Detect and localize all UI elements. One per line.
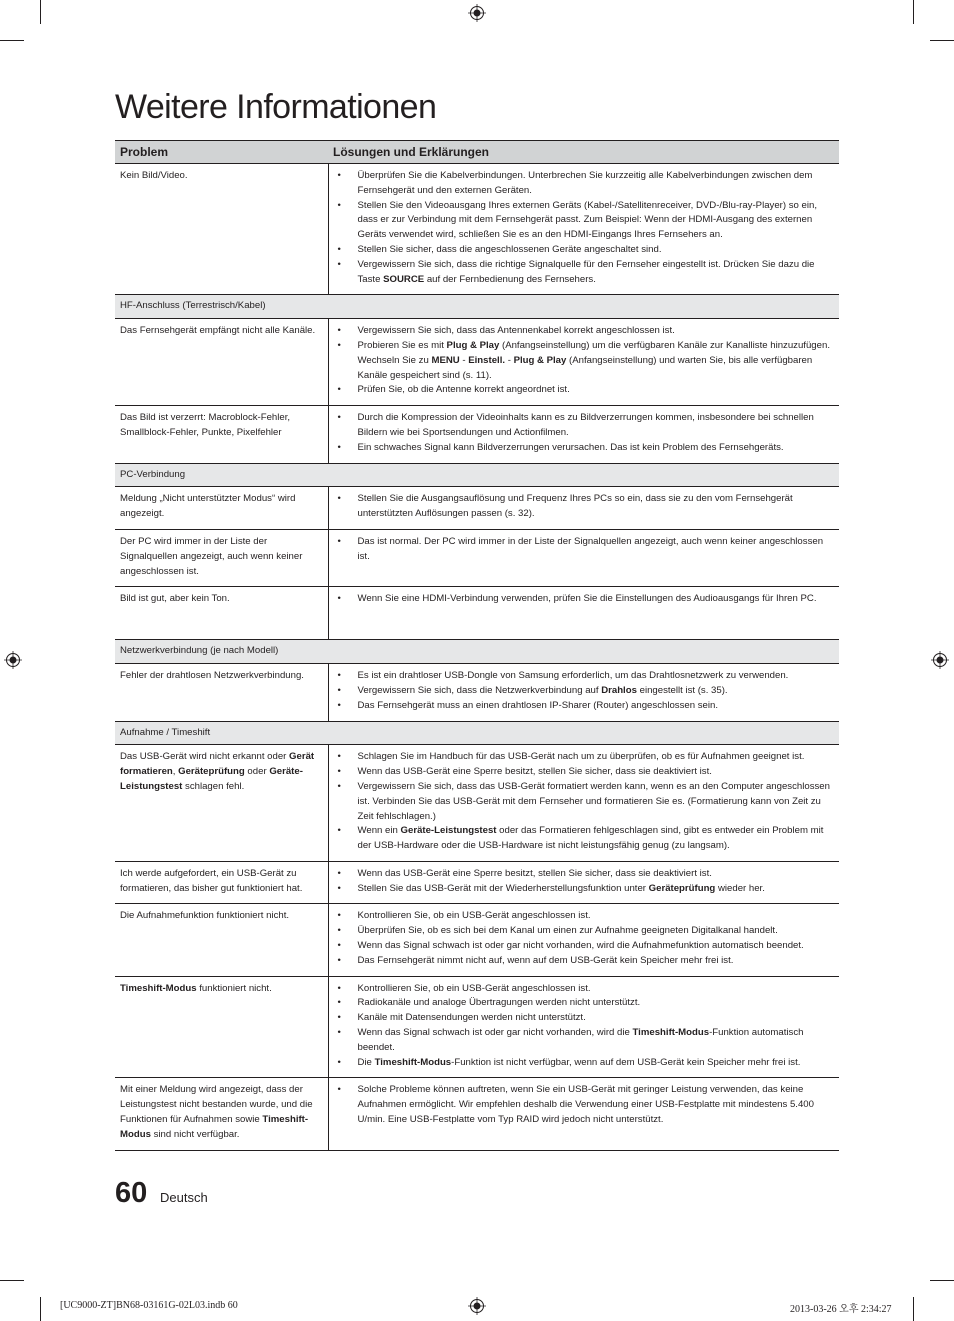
crop-mark — [40, 1297, 41, 1321]
registration-mark-icon — [4, 651, 22, 669]
category-label: Aufnahme / Timeshift — [115, 721, 839, 745]
solution-list — [329, 169, 836, 287]
category-row — [115, 463, 839, 487]
solution-list — [329, 535, 836, 565]
solution-cell — [328, 861, 839, 904]
solution-cell — [328, 487, 839, 530]
category-row — [115, 721, 839, 745]
solution-item: • Stellen Sie sicher, dass die angeschlossenen Geräte angeschaltet sind. — [329, 243, 836, 258]
table-row — [115, 406, 839, 463]
crop-mark — [40, 0, 41, 24]
troubleshooting-table — [115, 140, 839, 1151]
solution-item: • Die Timeshift-Modus-Funktion ist nicht verfügbar, wenn auf dem USB-Gerät kein Speicher mehr frei ist. — [329, 1056, 836, 1071]
column-header-solution: Lösungen und Erklärungen — [328, 141, 839, 164]
solution-item: • Das ist normal. Der PC wird immer in der Liste der Signalquellen angezeigt, auch wenn keiner angeschlossen ist. — [329, 535, 836, 565]
solution-list — [329, 909, 836, 968]
solution-item: • Vergewissern Sie sich, dass die Netzwerkverbindung auf Drahlos eingestellt ist (s. 35). — [329, 684, 836, 699]
solution-item: • Wenn Sie eine HDMI-Verbindung verwenden, prüfen Sie die Einstellungen des Audioausgangs für Ihren PC. — [329, 592, 836, 607]
solution-cell — [328, 745, 839, 862]
bold-term: Geräte-Leistungstest — [400, 825, 497, 837]
solution-list — [329, 592, 836, 607]
problem-cell: Mit einer Meldung wird angezeigt, dass der Leistungstest nicht bestanden wurde, und die Funktionen für Aufnahmen sowie Timeshift-Modus sind nicht verfügbar. — [115, 1078, 328, 1150]
solution-item: • Radiokanäle und analoge Übertragungen werden nicht unterstützt. — [329, 996, 836, 1011]
solution-item: • Probieren Sie es mit Plug & Play (Anfangseinstellung) um die verfügbaren Kanäle zur Kanalliste hinzuzufügen. Wechseln Sie zu MENU - Einstell. - Plug & Play (Anfangseinstellung) und warten Sie, bis alle verfügbaren Kanäle gespeichert sind (s. 11). — [329, 339, 836, 383]
problem-cell: Kein Bild/Video. — [115, 164, 328, 295]
solution-item: • Stellen Sie die Ausgangsauflösung und Frequenz Ihres PCs so ein, dass sie zu den vom Fernsehgerät unterstützten Auflösungen passen (s. 32). — [329, 492, 836, 522]
solution-item: • Stellen Sie das USB-Gerät mit der Wiederherstellungsfunktion unter Geräteprüfung wieder her. — [329, 882, 836, 897]
crop-mark — [913, 1297, 914, 1321]
table-row — [115, 904, 839, 976]
solution-item: • Vergewissern Sie sich, dass das USB-Gerät formatiert werden kann, wenn es an den Computer angeschlossen ist. Verbinden Sie das USB-Gerät mit dem Fernseher und formatieren Sie es. (Formatierung kann von Zeit zu Zeit fehlschlagen.) — [329, 780, 836, 824]
solution-item: • Kontrollieren Sie, ob ein USB-Gerät angeschlossen ist. — [329, 909, 836, 924]
solution-item: • Schlagen Sie im Handbuch für das USB-Gerät nach um zu überprüfen, ob es für Aufnahmen geeignet ist. — [329, 750, 836, 765]
bold-term: Drahlos — [601, 684, 637, 696]
category-label: PC-Verbindung — [115, 463, 839, 487]
solution-cell — [328, 406, 839, 463]
bold-term: Geräteprüfung — [648, 882, 716, 894]
category-row — [115, 295, 839, 319]
solution-cell — [328, 529, 839, 586]
table-row — [115, 529, 839, 586]
solution-item: • Wenn ein Geräte-Leistungstest oder das Formatieren fehlgeschlagen sind, gibt es entweder ein Problem mit der USB-Hardware oder die USB-Hardware ist nicht leistungsfähig genug (zu langsam). — [329, 824, 836, 854]
bold-term: Einstell. — [468, 354, 506, 366]
solution-item: • Vergewissern Sie sich, dass das Antennenkabel korrekt angeschlossen ist. — [329, 324, 836, 339]
table-row — [115, 745, 839, 862]
bold-term: Timeshift-Modus — [120, 982, 197, 994]
solution-item: • Kontrollieren Sie, ob ein USB-Gerät angeschlossen ist. — [329, 982, 836, 997]
category-label: HF-Anschluss (Terrestrisch/Kabel) — [115, 295, 839, 319]
crop-mark — [0, 1280, 24, 1281]
table-row — [115, 976, 839, 1078]
table-body — [115, 164, 839, 1151]
category-label: Netzwerkverbindung (je nach Modell) — [115, 640, 839, 664]
bold-term: Geräteprüfung — [178, 766, 245, 778]
solution-list — [329, 492, 836, 522]
solution-cell — [328, 976, 839, 1078]
solution-item: • Überprüfen Sie, ob es sich bei dem Kanal um einen zur Aufnahme geeigneten Digitalkanal handelt. — [329, 924, 836, 939]
table-row — [115, 487, 839, 530]
solution-item: • Es ist ein drahtloser USB-Dongle von Samsung erforderlich, um das Drahtlosnetzwerk zu verwenden. — [329, 669, 836, 684]
category-row — [115, 640, 839, 664]
solution-list — [329, 1083, 836, 1127]
solution-list — [329, 982, 836, 1071]
table-row — [115, 587, 839, 640]
problem-cell: Timeshift-Modus funktioniert nicht. — [115, 976, 328, 1078]
bold-term: Geräte-Leistungstest — [120, 766, 303, 792]
solution-list — [329, 867, 836, 897]
problem-cell: Das USB-Gerät wird nicht erkannt oder Gerät formatieren, Geräteprüfung oder Geräte-Leistungstest schlagen fehl. — [115, 745, 328, 862]
solution-cell — [328, 664, 839, 721]
footer-file-name: [UC9000-ZT]BN68-03161G-02L03.indb 60 — [60, 1300, 238, 1311]
bold-term: MENU — [431, 354, 460, 366]
solution-list — [329, 411, 836, 455]
bold-term: Gerät formatieren — [120, 751, 315, 778]
table-row — [115, 319, 839, 406]
solution-item: • Überprüfen Sie die Kabelverbindungen. Unterbrechen Sie kurzzeitig alle Kabelverbindungen zwischen dem Fernsehgerät und den externen Geräten. — [329, 169, 836, 199]
solution-item: • Das Fernsehgerät muss an einen drahtlosen IP-Sharer (Router) angeschlossen sein. — [329, 699, 836, 714]
problem-cell: Meldung „Nicht unterstützter Modus“ wird angezeigt. — [115, 487, 328, 530]
solution-list — [329, 750, 836, 854]
table-row — [115, 664, 839, 721]
bold-term: Plug & Play — [513, 354, 567, 366]
problem-cell: Das Bild ist verzerrt: Macroblock-Fehler, Smallblock-Fehler, Punkte, Pixelfehler — [115, 406, 328, 463]
solution-item: • Stellen Sie den Videoausgang Ihres externen Geräts (Kabel-/Satellitenreceiver, DVD-/Blu-ray-Player) so ein, dass er zur Verbindung mit dem Fernsehgerät passt. Zum Beispiel: Wenn der HDMI-Ausgang des externen Geräts verwendet wird, schließen Sie es an den HDMI-Eingangs Ihres Fernsehers an. — [329, 199, 836, 243]
table-row — [115, 861, 839, 904]
solution-item: • Wenn das USB-Gerät eine Sperre besitzt, stellen Sie sicher, dass sie deaktiviert ist. — [329, 867, 836, 882]
page-language: Deutsch — [160, 1190, 208, 1205]
bold-term: Timeshift-Modus — [374, 1056, 452, 1068]
solution-cell — [328, 1078, 839, 1150]
solution-cell — [328, 319, 839, 406]
solution-item: • Prüfen Sie, ob die Antenne korrekt angeordnet ist. — [329, 383, 836, 398]
column-header-problem: Problem — [115, 141, 328, 164]
table-header-row — [115, 141, 839, 164]
problem-cell: Bild ist gut, aber kein Ton. — [115, 587, 328, 640]
registration-mark-icon — [468, 1297, 486, 1315]
table-row — [115, 164, 839, 295]
solution-item: • Ein schwaches Signal kann Bildverzerrungen verursachen. Das ist kein Problem des Fernsehgeräts. — [329, 441, 836, 456]
solution-list — [329, 324, 836, 398]
solution-item: • Wenn das Signal schwach ist oder gar nicht vorhanden, wird die Timeshift-Modus-Funktion automatisch beendet. — [329, 1026, 836, 1056]
bold-term: Timeshift-Modus — [120, 1114, 309, 1140]
solution-item: • Kanäle mit Datensendungen werden nicht unterstützt. — [329, 1011, 836, 1026]
registration-mark-icon — [931, 651, 949, 669]
footer-datetime: 2013-03-26 오후 2:34:27 — [790, 1304, 892, 1315]
solution-cell — [328, 587, 839, 640]
crop-mark — [930, 1280, 954, 1281]
solution-item: • Das Fernsehgerät nimmt nicht auf, wenn auf dem USB-Gerät kein Speicher mehr frei ist. — [329, 954, 836, 969]
problem-cell: Fehler der drahtlosen Netzwerkverbindung. — [115, 664, 328, 721]
problem-cell: Ich werde aufgefordert, ein USB-Gerät zu formatieren, das bisher gut funktioniert hat. — [115, 861, 328, 904]
crop-mark — [930, 40, 954, 41]
solution-item: • Wenn das Signal schwach ist oder gar nicht vorhanden, wird die Aufnahmefunktion automatisch beendet. — [329, 939, 836, 954]
bold-term: SOURCE — [383, 273, 425, 285]
solution-item: • Wenn das USB-Gerät eine Sperre besitzt, stellen Sie sicher, dass sie deaktiviert ist. — [329, 765, 836, 780]
page-title: Weitere Informationen — [115, 88, 437, 126]
table-row — [115, 1078, 839, 1150]
solution-cell — [328, 904, 839, 976]
solution-item: • Vergewissern Sie sich, dass die richtige Signalquelle für den Fernseher eingestellt ist. Drücken Sie dazu die Taste SOURCE auf der Fernbedienung des Fernsehers. — [329, 258, 836, 288]
problem-cell: Die Aufnahmefunktion funktioniert nicht. — [115, 904, 328, 976]
page-number: 60 — [115, 1177, 148, 1209]
bold-term: Plug & Play — [446, 339, 500, 351]
bold-term: Timeshift-Modus — [632, 1027, 710, 1039]
crop-mark — [0, 40, 24, 41]
solution-item: • Solche Probleme können auftreten, wenn Sie ein USB-Gerät mit geringer Leistung verwenden, das keine Aufnahmen ermöglicht. Wir empfehlen deshalb die Verwendung einer USB-Festplatte mit mindestens 5.400 U/min. Eine USB-Festplatte vom Typ RAID wird jedoch nicht unterstützt. — [329, 1083, 836, 1127]
registration-mark-icon — [468, 4, 486, 22]
solution-item: • Durch die Kompression der Videoinhalts kann es zu Bildverzerrungen kommen, insbesondere bei schnellen Bildern wie bei Sportsendungen und Actionfilmen. — [329, 411, 836, 441]
solution-list — [329, 669, 836, 713]
crop-mark — [913, 0, 914, 24]
problem-cell: Der PC wird immer in der Liste der Signalquellen angezeigt, auch wenn keiner angeschlossen ist. — [115, 529, 328, 586]
problem-cell: Das Fernsehgerät empfängt nicht alle Kanäle. — [115, 319, 328, 406]
solution-cell — [328, 164, 839, 295]
